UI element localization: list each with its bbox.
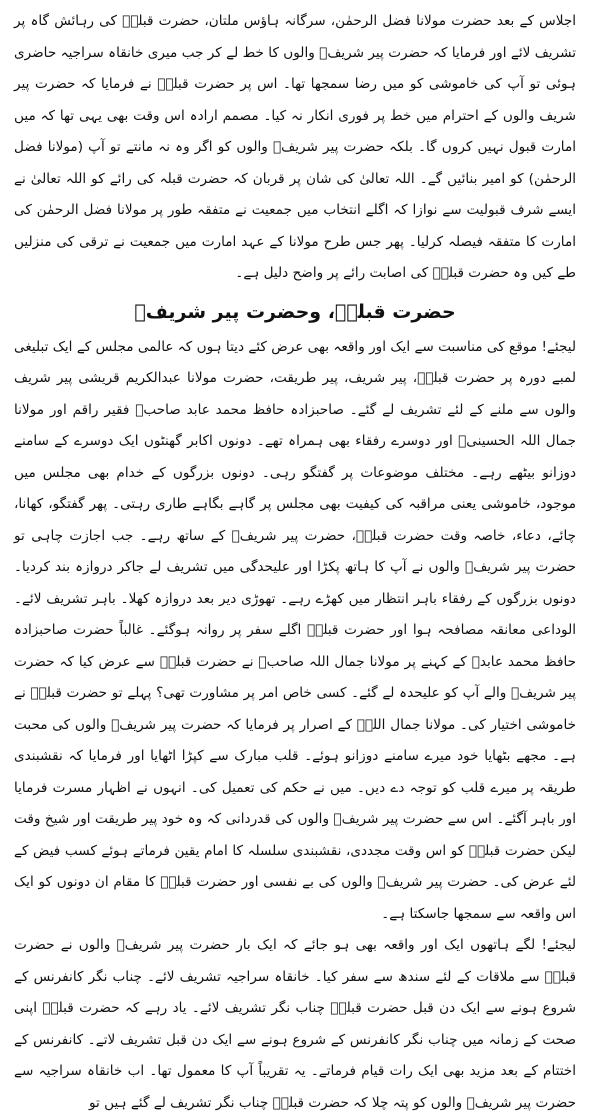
paragraph-2: لیجئے! موقع کی مناسبت سے ایک اور واقعہ بھی عرض کئے دیتا ہوں کہ عالمی مجلس کے ایک تبلیغی لمبے دورہ پر حضرت قبلہؒ، پیر شریف، پیر طریقت، حضرت مولانا عبدالکریم قریشی پیر شریف والوں سے ملنے کے لئے تشریف لے گئے۔ صاحبزادہ حافظ محمد عابد صاحبؒ فقیر راقم اور مولانا جمال اللہ الحسینیؒ اور دوسرے رفقاء بھی ہمراہ تھے۔ دونوں اکابر گھنٹوں ایک دوسرے کے سامنے دوزانو بیٹھے رہے۔ مختلف موضوعات پر گفتگو رہی۔ دونوں بزرگوں کے خدام بھی مجلس میں موجود، خاموشی یعنی مراقبہ کی کیفیت بھی مجلس پر گاہے بگاہے طاری رہتی۔ پھر گفتگو، کھانا، چائے، دعاء، خاصہ وقت حضرت قبلہؒ، حضرت پیر شریفؒ کے ساتھ رہے۔ جب اجازت چاہی تو حضرت پیر شریفؒ والوں نے آپ کا ہاتھ پکڑا اور علیحدگی میں تشریف لے جاکر دروازہ بند کردیا۔ دونوں بزرگوں کے رفقاء باہر انتظار میں کھڑے رہے۔ تھوڑی دیر بعد دروازہ کھلا۔ باہر تشریف لائے۔ الوداعی معانقہ مصافحہ ہوا اور حضرت قبلہؒ اگلے سفر پر روانہ ہوگئے۔ غالباً حضرت صاحبزادہ حافظ محمد عابدؒ کے کہنے پر مولانا جمال اللہ صاحبؒ نے حضرت قبلہؒ سے عرض کیا کہ حضرت پیر شریفؒ والے آپ کو علیحدہ لے گئے۔ کسی خاص امر پر مشاورت تھی؟ پہلے تو حضرت قبلہؒ نے خاموشی اختیار کی۔ مولانا جمال اللہؒ کے اصرار پر فرمایا کہ حضرت پیر شریفؒ والوں کی محبت ہے۔ مجھے بٹھایا خود میرے سامنے دوزانو ہوئے۔ قلب مبارک سے کپڑا اٹھایا اور فرمایا کہ نقشبندی طریقہ پر میرے قلب کو توجہ دے دیں۔ میں نے حکم کی تعمیل کی۔ انہوں نے اظہار مسرت فرمایا اور باہر آگئے۔ اس سے حضرت پیر شریفؒ والوں کی قدردانی کہ وہ خود پیر طریقت اور شیخ وقت لیکن حضرت قبلہؒ کو اس وقت مجددی، نقشبندی سلسلہ کا امام یقین فرماتے ہوئے کسب فیض کے لئے عرض کی۔ حضرت پیر شریفؒ والوں کی بے نفسی اور حضرت قبلہؒ کا مقام ان دونوں کو ایک اس واقعہ سے سمجھا جاسکتا ہے۔ [14, 338, 576, 922]
section-heading: حضرت قبلہؒ، وحضرت پیر شریفؒ [134, 300, 456, 323]
paragraph-1: اجلاس کے بعد حضرت مولانا فضل الرحمٰن، سرگانہ ہاؤس ملتان، حضرت قبلہؒ کی رہائش گاہ پر تشریف لائے اور فرمایا کہ حضرت پیر شریفؒ والوں کا خط لے کر جب میری خانقاہ سراجیہ حاضری ہوئی تو آپ کی خاموشی کو میں رضا سمجھا تھا۔ اس پر حضرت قبلہؒ نے فرمایا کہ حضرت پیر شریف والوں کے احترام میں خط پر فوری انکار نہ کیا۔ مصمم ارادہ اس وقت بھی یہی تھا کہ میں امارت قبول نہیں کروں گا۔ بلکہ حضرت پیر شریفؒ والوں کو اگر وہ نہ مانتے تو آپ (مولانا فضل الرحمٰن) کو امیر بنائیں گے۔ اللہ تعالیٰ کی شان پر قربان کہ حضرت قبلہ کی رائے کو اللہ تعالیٰ نے ایسے شرف قبولیت سے نوازا کہ اگلے انتخاب میں جمعیت نے متفقہ طور پر مولانا فضل الرحمٰن کی امارت کا متفقہ فیصلہ کرلیا۔ پھر جس طرح مولانا کے عہد امارت میں جمعیت نے ترقی کی منزلیں طے کیں وہ حضرت قبلہؒ کی اصابت رائے پر واضح دلیل ہے۔ [14, 13, 576, 281]
paragraph-3: لیجئے! لگے ہاتھوں ایک اور واقعہ بھی ہو جائے کہ ایک بار حضرت پیر شریفؒ والوں نے حضرت قبلہؒ سے ملاقات کے لئے سندھ سے سفر کیا۔ خانقاہ سراجیہ تشریف لائے۔ چناب نگر کانفرنس کے شروع ہونے سے ایک دن قبل حضرت قبلہؒ چناب نگر تشریف لائے۔ یاد رہے کہ حضرت قبلہؒ اپنی صحت کے زمانہ میں چناب نگر کانفرنس کے شروع ہونے سے ایک دن قبل تشریف لاتے۔ کانفرنس کے اختتام کے بعد مزید بھی ایک رات قیام فرماتے۔ یہ تقریباً آپ کا معمول تھا۔ اب خانقاہ سراجیہ سے حضرت پیر شریفؒ والوں کو پتہ چلا کہ حضرت قبلہؒ چناب نگر تشریف لے گئے ہیں تو [14, 937, 576, 1111]
